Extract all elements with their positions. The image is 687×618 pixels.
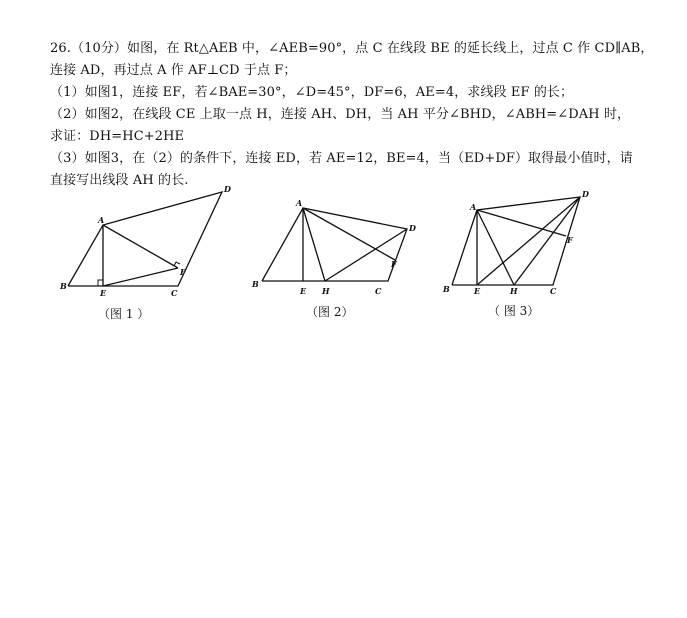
fig1-label-E: E: [100, 288, 107, 298]
fig2-label-C: C: [375, 286, 382, 296]
fig3-segment-AH: [477, 210, 514, 285]
problem-line: 直接写出线段 AH 的长.: [50, 173, 189, 188]
fig1-label-F: F: [180, 267, 186, 277]
fig1-label-A: A: [98, 215, 105, 225]
fig2-label-F: F: [391, 259, 397, 269]
fig2-label-E: E: [300, 286, 307, 296]
problem-line: （1）如图1，连接 EF，若∠BAE=30°，∠D=45°，DF=6，AE=4，求线段 EF 的长；: [50, 85, 574, 100]
fig3-label-D: D: [582, 189, 589, 199]
fig2-outline: [262, 208, 407, 281]
fig3-segment-AF: [477, 210, 566, 236]
figure-3: [442, 189, 589, 318]
fig3-label-B: B: [443, 284, 450, 294]
fig1-label-B: B: [60, 281, 67, 291]
figures-svg: [0, 178, 687, 328]
fig3-caption: （ 图 3）: [488, 304, 540, 318]
problem-text: [50, 38, 654, 192]
figures: [0, 178, 687, 328]
fig1-right-angle-F: [174, 262, 180, 266]
figure-2: [251, 198, 416, 319]
fig1-right-angle-E: [98, 280, 103, 286]
fig3-label-F: F: [567, 235, 573, 245]
fig1-label-C: C: [171, 288, 178, 298]
fig2-label-D: D: [409, 223, 416, 233]
problem-line: （3）如图3，在（2）的条件下，连接 ED，若 AE=12，BE=4，当（ED+DF）取得最小值时，请: [50, 151, 633, 166]
fig1-outline: [68, 192, 222, 286]
problem-line: 求证：DH=HC+2HE: [50, 129, 185, 144]
fig3-label-C: C: [550, 286, 557, 296]
fig3-label-H: H: [510, 286, 518, 296]
fig2-label-H: H: [322, 286, 330, 296]
fig2-label-B: B: [252, 279, 259, 289]
fig1-label-D: D: [224, 184, 231, 194]
fig3-label-E: E: [474, 286, 481, 296]
fig1-caption: （图 1 ）: [98, 307, 150, 321]
fig1-segment-AF: [103, 225, 178, 268]
problem-line: 连接 AD，再过点 A 作 AF⊥CD 于点 F；: [50, 63, 297, 78]
fig2-caption: （图 2）: [306, 305, 354, 319]
fig3-label-A: A: [470, 202, 477, 212]
fig2-label-A: A: [296, 198, 303, 208]
problem-line: （2）如图2，在线段 CE 上取一点 H，连接 AH、DH，当 AH 平分∠BHD，∠ABH=∠DAH 时，: [50, 107, 631, 122]
fig2-segment-HD: [325, 229, 407, 281]
figure-1: [59, 184, 231, 321]
problem-line: 26.（10分）如图，在 Rt△AEB 中，∠AEB=90°，点 C 在线段 BE 的延长线上，过点 C 作 CD∥AB，: [50, 41, 654, 56]
fig1-segment-EF: [103, 268, 178, 286]
